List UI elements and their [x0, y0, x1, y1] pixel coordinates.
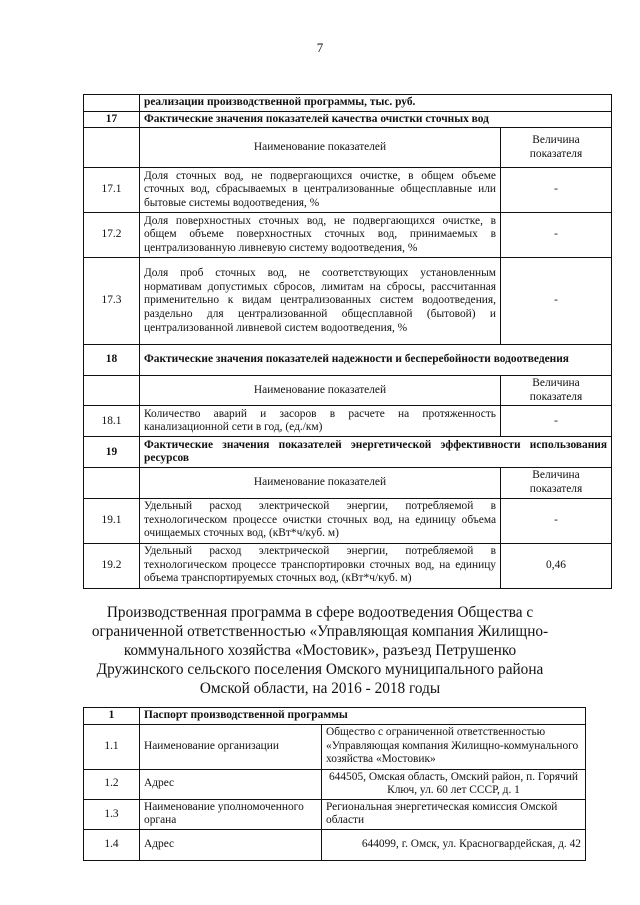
continued-row-text: реализации производственной программы, тыс. руб.: [140, 95, 612, 112]
header-indicator-value: Величина показателя: [501, 128, 612, 168]
indicator-value: 0,46: [501, 543, 612, 588]
table-row: [84, 258, 612, 345]
row-number: 18.1: [84, 406, 140, 437]
table-row: [84, 406, 612, 437]
header-row: [84, 376, 612, 406]
table-row: [84, 213, 612, 258]
indicator-value: -: [501, 213, 612, 258]
row-value: 644099, г. Омск, ул. Красногвардейская, д. 42: [322, 829, 586, 860]
table-row: [84, 95, 612, 112]
row-value: Региональная энергетическая комиссия Омской области: [322, 799, 586, 829]
indicator-value: -: [501, 498, 612, 543]
table-row: [84, 168, 612, 213]
section-number: 1: [84, 708, 140, 725]
header-indicator-name: Наименование показателей: [140, 376, 501, 406]
header-indicator-value: Величина показателя: [501, 376, 612, 406]
row-value: Общество с ограниченной ответственностью «Управляющая компания Жилищно-коммунального хозяйства «Мостовик»: [322, 724, 586, 769]
passport-table: [83, 707, 586, 861]
indicators-table: [83, 94, 612, 589]
indicator-text: Удельный расход электрической энергии, потребляемой в технологическом процессе транспортировки сточных вод, на единицу объема транспортируемых сточных вод, (кВт*ч/куб. м): [140, 543, 501, 588]
row-number: 17.1: [84, 168, 140, 213]
section-title: Фактические значения показателей энергетической эффективности использования ресурсов: [140, 437, 612, 468]
header-indicator-name: Наименование показателей: [140, 128, 501, 168]
table-row: [84, 769, 586, 799]
table-row: [84, 829, 586, 860]
row-number: 1.3: [84, 799, 140, 829]
indicator-text: Удельный расход электрической энергии, потребляемой в технологическом процессе очистки сточных вод, на единицу объема очищаемых сточных вод, (кВт*ч/куб. м): [140, 498, 501, 543]
row-label: Наименование организации: [140, 724, 322, 769]
table-row: [84, 799, 586, 829]
section-number: 17: [84, 111, 140, 128]
section-row: [84, 345, 612, 376]
row-number: 1.4: [84, 829, 140, 860]
row-number: 19.1: [84, 498, 140, 543]
header-indicator-value: Величина показателя: [501, 468, 612, 498]
indicator-text: Доля проб сточных вод, не соответствующих установленным нормативам допустимых сбросов, лимитам на сбросы, рассчитанная применительно к видам централизованных систем водоотведения, раздельно для централизованной общесплавной (бытовой) и централизованной ливневой систем водоотведения, %: [140, 258, 501, 345]
row-label: Адрес: [140, 769, 322, 799]
empty-cell: [84, 95, 140, 112]
header-row: [84, 468, 612, 498]
indicator-value: -: [501, 258, 612, 345]
section-number: 19: [84, 437, 140, 468]
section-title: Фактические значения показателей надежности и бесперебойности водоотведения: [140, 345, 612, 376]
table-row: [84, 543, 612, 588]
empty-cell: [84, 376, 140, 406]
page-number: 7: [316, 40, 324, 55]
section-title: Паспорт производственной программы: [140, 708, 586, 725]
row-number: 17.3: [84, 258, 140, 345]
row-label: Наименование уполномоченного органа: [140, 799, 322, 829]
table-row: [84, 724, 586, 769]
row-number: 1.2: [84, 769, 140, 799]
row-number: 1.1: [84, 724, 140, 769]
header-row: [84, 128, 612, 168]
indicator-text: Доля поверхностных сточных вод, не подвергающихся очистке, в общем объеме поверхностных сточных вод, принимаемых в централизованную ливневую систему водоотведения, %: [140, 213, 501, 258]
indicator-value: -: [501, 406, 612, 437]
indicator-value: -: [501, 168, 612, 213]
program-title: Производственная программа в сфере водоотведения Общества с ограниченной ответственностью «Управляющая компания Жилищно-коммунального хозяйства «Мостовик», разъезд Петрушенко Дружинского сельского поселения Омского муниципального района Омской области, на 2016 - 2018 годы: [91, 604, 549, 697]
section-title: Фактические значения показателей качества очистки сточных вод: [140, 111, 612, 128]
indicator-text: Количество аварий и засоров в расчете на протяженность канализационной сети в год, (ед./км): [140, 406, 501, 437]
header-indicator-name: Наименование показателей: [140, 468, 501, 498]
empty-cell: [84, 468, 140, 498]
row-number: 17.2: [84, 213, 140, 258]
section-row: [84, 111, 612, 128]
section-row: [84, 708, 586, 725]
table-row: [84, 498, 612, 543]
empty-cell: [84, 128, 140, 168]
indicator-text: Доля сточных вод, не подвергающихся очистке, в общем объеме сточных вод, сбрасываемых в централизованные общесплавные или бытовые системы водоотведения, %: [140, 168, 501, 213]
row-number: 19.2: [84, 543, 140, 588]
section-row: [84, 437, 612, 468]
row-label: Адрес: [140, 829, 322, 860]
row-value: 644505, Омская область, Омский район, п. Горячий Ключ, ул. 60 лет СССР, д. 1: [322, 769, 586, 799]
section-number: 18: [84, 345, 140, 376]
